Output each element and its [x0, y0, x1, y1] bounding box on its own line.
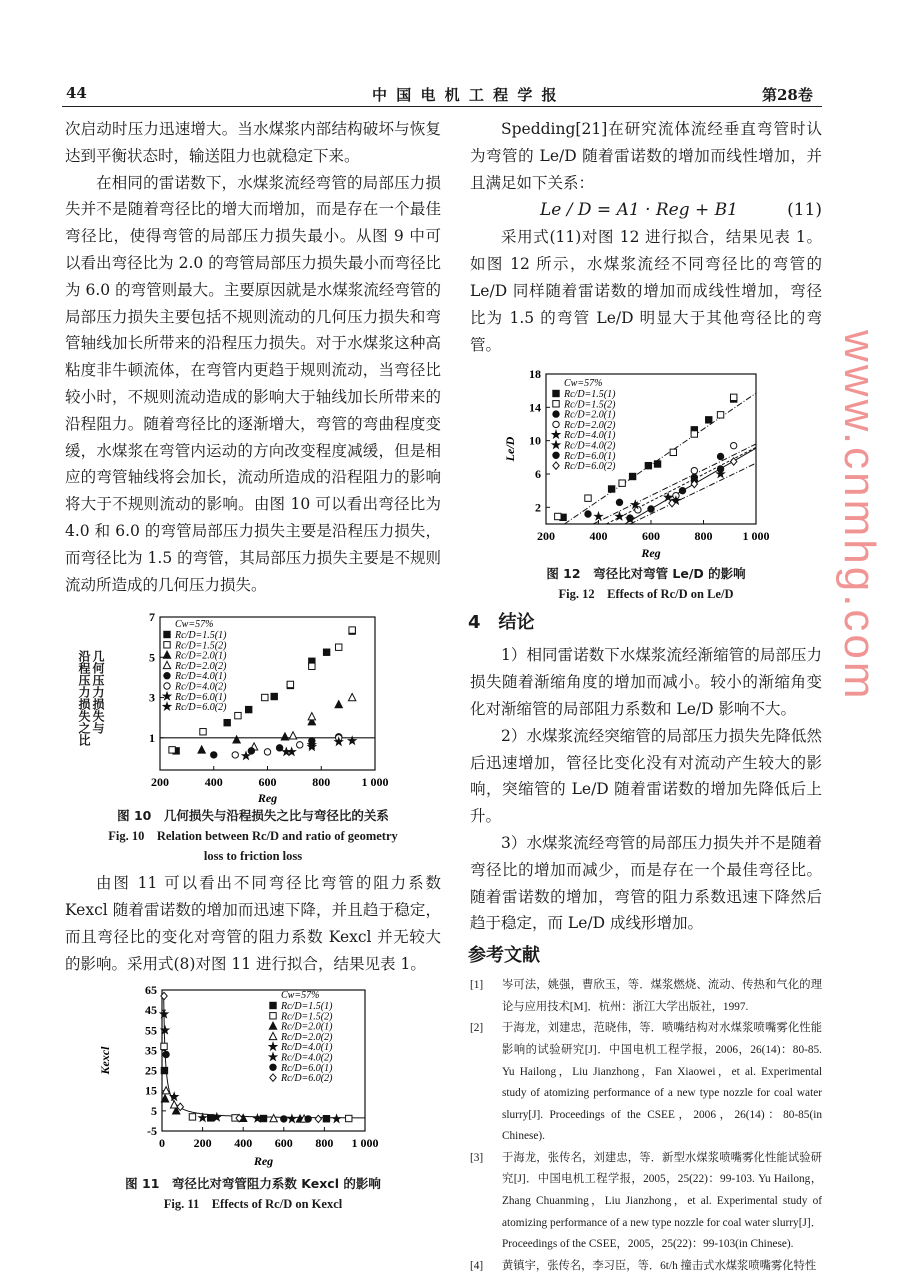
data-point [288, 1114, 296, 1121]
legend-label: Rc/D=4.0(2) [281, 1052, 333, 1064]
legend-label: Rc/D=4.0(2) [564, 440, 616, 452]
reference-item [470, 1148, 822, 1256]
data-point [335, 701, 342, 708]
conclusions [470, 642, 822, 937]
ref-number: [4] [470, 1259, 484, 1272]
data-point [333, 1114, 341, 1121]
data-point [169, 747, 175, 753]
x-tick-label: 600 [258, 775, 277, 790]
ref-text: 于海龙，刘建忠，范晓伟，等．喷嘴结构对水煤浆喷嘴雾化性能影响的试验研究[J]．中国电机工程学报，2006，26(14)：80-85. Yu Hailong，Liu Jianzhong，Fan Xiaowei，et al. Experimental study of atomizing performance of a new type nozzle for coal water slurry[J]. Proceedings of the CSEE，2006，26(14)：80-85(in Chinese). [502, 1022, 822, 1143]
data-point [198, 746, 205, 753]
x-tick-label: 800 [694, 529, 713, 544]
data-point [315, 1115, 321, 1122]
legend-marker [269, 1022, 276, 1029]
ref-number: [3] [470, 1151, 484, 1164]
paragraph: 采用式(11)对图 12 进行拟合，结果见表 1。如图 12 所示，水煤浆流经不同弯径比的弯管的 Le/D 同样随着雷诺数的增加而成线性增加，弯径比为 1.5 的弯管 Le/D 明显大于其他弯径比的弯管。 [470, 228, 822, 354]
data-point [200, 729, 206, 735]
legend-marker [553, 391, 559, 397]
data-point [645, 463, 651, 469]
data-point [262, 695, 268, 701]
equation-11 [540, 196, 822, 224]
ref-number: [2] [470, 1022, 484, 1035]
fig10-y-label-line: 几何压力损失与 [91, 650, 105, 735]
data-point [555, 514, 561, 520]
data-point [309, 663, 315, 669]
equation-text: Le / D = A1 · Reg + B1 [540, 200, 738, 221]
data-point [199, 1113, 207, 1120]
data-point [608, 486, 614, 492]
legend-marker [553, 452, 559, 458]
y-tick-label: 45 [145, 1002, 157, 1017]
fig11-caption-en: Fig. 11 Effects of Rc/D on Kexcl [163, 1196, 343, 1211]
fit-line [625, 449, 756, 525]
legend-label: Rc/D=4.0(1) [281, 1041, 333, 1053]
data-point [348, 694, 355, 701]
data-point [264, 749, 270, 755]
legend-marker [553, 411, 559, 417]
data-point [717, 466, 723, 472]
x-tick-label: 1 000 [351, 1135, 379, 1150]
legend-marker [163, 662, 170, 669]
fig12-caption-en: Fig. 12 Effects of Rc/D on Le/D [558, 587, 734, 602]
y-tick-label: 14 [529, 400, 541, 415]
x-tick-label: 800 [312, 775, 331, 790]
legend-marker [270, 1012, 276, 1018]
legend-marker [164, 673, 170, 679]
conclusion-item: 2）水煤浆流经突缩管的局部压力损失先降低然后迅速增加，管径比变化没有对流动产生较大的影响，突缩管的 Le/D 随着雷诺数的增加先降低后上升。 [470, 726, 822, 826]
data-point [616, 500, 622, 506]
legend-label: Rc/D=2.0(2) [281, 1031, 333, 1043]
data-point [585, 511, 591, 517]
paragraph: 在相同的雷诺数下，水煤浆流经弯管的局部压力损失并不是随着弯径比的增大而增加，而是存在一个最佳弯径比，使得弯管的局部压力损失最小。从图 9 中可以看出弯径比为 2.0 的弯管局部压力损失最小而弯径比为 6.0 的弯管则最大。主要原因就是水煤浆流经弯管的局部压力损失主要包括不规则流动的几何压力损失和弯管轴线加长所带来的沿程压力损失。对于水煤浆这种高粘度非牛顿流体，在弯管内更趋于规则流动，当弯径比较小时，不规则流动造成的影响大于轴线加长所带来的沿程阻力。随着弯径比的逐渐增大，弯管的弯曲程度变缓，水煤浆在弯管内运动的方向改变程度减缓，但是相应的弯管轴线将会加长，流动所造成的沿程阻力的影响将大于不规则流动的影响。由图 10 可以看出弯径比为 4.0 和 6.0 的弯管局部压力损失主要是沿程压力损失，而弯径比为 1.5 的弯管，其局部压力损失主要是不规则流动所造成的几何压力损失。 [65, 173, 441, 594]
legend-label: Rc/D=6.0(1) [564, 451, 616, 463]
data-point [691, 431, 697, 437]
fig12-caption-cn: 图 12 弯径比对弯管 Le/D 的影响 [546, 566, 746, 582]
data-point [210, 1114, 216, 1120]
fig10-caption-en: Fig. 10 Relation between Rc/D and ratio of geometry [108, 829, 398, 844]
references-title: 参考文献 [468, 945, 540, 967]
legend-marker [553, 422, 559, 428]
y-tick-label: 7 [149, 610, 155, 625]
x-tick-label: 200 [193, 1135, 212, 1150]
y-tick-label: -5 [147, 1123, 157, 1138]
paragraph: 由图 11 可以看出不同弯径比弯管的阻力系数 Kexcl 随着雷诺数的增加而迅速下降，并且趋于稳定，而且弯径比的变化对弯管的阻力系数 Kexcl 并无较大的影响。采用式(8)对图 11 进行拟合，结果见表 1。 [65, 874, 441, 973]
legend-marker [270, 1073, 276, 1080]
data-point [232, 752, 238, 758]
data-point [289, 732, 296, 739]
right-text-mid [470, 224, 822, 358]
y-tick-label: 65 [145, 982, 157, 997]
figure-12 [470, 364, 822, 564]
legend-label: Rc/D=2.0(2) [564, 420, 616, 432]
data-point [308, 713, 315, 720]
legend-label: Rc/D=1.5(1) [175, 630, 227, 642]
fig10-caption-en-cont: loss to friction loss [203, 849, 303, 864]
legend-marker [270, 1064, 276, 1070]
data-point [706, 417, 712, 423]
data-point [233, 736, 240, 743]
data-point [629, 474, 635, 480]
data-point [297, 742, 303, 748]
legend-marker [164, 683, 170, 689]
volume: 第28卷 [762, 86, 813, 104]
legend-label: Rc/D=6.0(1) [175, 692, 227, 704]
data-point [691, 468, 697, 474]
watermark: www.cnmhg.com [835, 330, 884, 702]
data-point [664, 494, 672, 501]
data-point [336, 644, 342, 650]
ref-text: 黄镇宇，张传名，李习臣，等．6t/h 撞击式水煤浆喷嘴雾化特性 [502, 1259, 817, 1272]
x-tick-label: 400 [234, 1135, 253, 1150]
legend-label: Rc/D=4.0(1) [175, 671, 227, 683]
plot-frame [162, 990, 365, 1131]
y-tick-label: 6 [535, 467, 541, 482]
left-text-top [65, 116, 441, 598]
equation-number: (11) [787, 200, 822, 221]
data-point [627, 515, 633, 521]
left-text-bottom [65, 870, 441, 977]
y-tick-label: 18 [529, 367, 541, 382]
figure-12-chart [500, 364, 800, 564]
fig10-y-label-line: 沿程压力损失之比 [77, 650, 91, 747]
legend-marker [163, 703, 171, 710]
reference-item [470, 975, 822, 1018]
data-point [619, 480, 625, 486]
legend-label: Rc/D=6.0(2) [175, 702, 227, 714]
legend-label: Rc/D=1.5(2) [281, 1010, 333, 1022]
legend-marker [269, 1042, 277, 1049]
figure-10 [65, 602, 441, 806]
data-point [730, 458, 736, 465]
y-tick-label: 5 [149, 650, 155, 665]
legend-title: Cw=57% [175, 619, 214, 631]
x-tick-label: 600 [274, 1135, 293, 1150]
data-point [648, 506, 654, 512]
right-column [470, 116, 822, 1277]
legend-marker [269, 1032, 276, 1039]
figure-11 [65, 978, 441, 1174]
reference-item [470, 1018, 822, 1148]
data-point [346, 1115, 352, 1121]
legend-label: Rc/D=1.5(2) [175, 640, 227, 652]
legend-marker [163, 693, 171, 700]
legend-title: Cw=57% [281, 989, 320, 1001]
x-tick-label: 0 [159, 1135, 165, 1150]
left-column [65, 116, 441, 1214]
references-list [470, 975, 822, 1277]
data-point [288, 748, 296, 755]
legend-label: Rc/D=6.0(2) [564, 461, 616, 473]
data-point [305, 1115, 311, 1121]
y-tick-label: 3 [149, 690, 155, 705]
data-point [276, 745, 282, 751]
x-tick-label: 1 000 [742, 529, 770, 544]
data-point [287, 682, 293, 688]
figure-10-chart [95, 602, 415, 806]
legend-label: Rc/D=1.5(1) [281, 1000, 333, 1012]
x-tick-label: 200 [537, 529, 555, 544]
legend-label: Rc/D=4.0(2) [175, 681, 227, 693]
figure-11-chart [95, 978, 415, 1174]
paragraph: Spedding[21]在研究流体流经垂直弯管时认为弯管的 Le/D 随着雷诺数的增加而线性增加，并且满足如下关系： [470, 120, 822, 192]
legend-marker [270, 1002, 276, 1008]
legend-marker [164, 632, 170, 638]
data-point [211, 752, 217, 758]
data-point [189, 1113, 195, 1119]
x-axis-label: Reg [253, 1153, 274, 1168]
legend-marker [552, 431, 560, 438]
fig10-caption-cn: 图 10 几何损失与沿程损失之比与弯径比的关系 [117, 808, 389, 824]
legend-label: Rc/D=6.0(2) [281, 1072, 333, 1084]
data-point [670, 450, 676, 456]
fig11-caption-cn: 图 11 弯径比对弯管阻力系数 Kexcl 的影响 [125, 1175, 381, 1191]
legend-marker [269, 1053, 277, 1060]
data-point [679, 488, 685, 494]
y-tick-label: 10 [529, 434, 541, 449]
data-point [323, 649, 329, 655]
x-axis-label: Reg [641, 546, 661, 561]
x-tick-label: 200 [151, 775, 169, 790]
data-point [595, 513, 603, 520]
journal-title: 中 国 电 机 工 程 学 报 [372, 86, 559, 104]
ref-text: 于海龙，张传名，刘建忠，等．新型水煤浆喷嘴雾化性能试验研究[J]．中国电机工程学报，2005，25(22)：99-103. Yu Hailong，Zhang Chuanming，Liu Jianzhong，et al. Experimental study of atomizing performance of a new type nozzle for coal water slurry[J]．Proceedings of the CSEE，2005，25(22)：99-103(in Chinese). [502, 1151, 822, 1251]
y-tick-label: 15 [145, 1083, 157, 1098]
data-point [717, 412, 723, 418]
x-tick-label: 400 [204, 775, 223, 790]
y-axis-label: Kexcl [98, 1046, 112, 1075]
data-point [245, 707, 251, 713]
legend-label: Rc/D=1.5(2) [564, 399, 616, 411]
legend-label: Rc/D=2.0(1) [175, 650, 227, 662]
data-point [730, 395, 736, 401]
legend-title: Cw=57% [564, 378, 603, 390]
y-tick-label: 2 [535, 500, 541, 515]
data-point [349, 627, 355, 633]
fit-curve [164, 993, 365, 1118]
data-point [248, 748, 254, 754]
x-tick-label: 400 [589, 529, 608, 544]
data-point [260, 1115, 266, 1121]
data-point [170, 1092, 178, 1099]
data-point [235, 713, 241, 719]
data-point [224, 720, 230, 726]
data-point [323, 1115, 329, 1121]
reference-item [470, 1256, 822, 1277]
legend-marker [164, 642, 170, 648]
legend-label: Rc/D=6.0(1) [281, 1062, 333, 1074]
paragraph: 次启动时压力迅速增大。当水煤浆内部结构破坏与恢复达到平衡状态时，输送阻力也就稳定下来。 [65, 120, 441, 165]
x-axis-label: Reg [257, 791, 278, 806]
data-point [730, 443, 736, 449]
data-point [281, 733, 288, 740]
y-tick-label: 1 [149, 731, 155, 746]
legend-label: Rc/D=2.0(1) [564, 409, 616, 421]
ref-text: 岑可法，姚强，曹欣玉，等．煤浆燃烧、流动、传热和气化的理论与应用技术[M]．杭州：浙江大学出版社，1997. [502, 979, 822, 1013]
ref-number: [1] [470, 979, 484, 992]
conclusion-item: 3）水煤浆流经弯管的局部压力损失并不是随着弯径比的增加而减少，而是存在一个最佳弯径比。随着雷诺数的增加，弯管的阻力系数迅速下降然后趋于稳定，而 Le/D 成线形增加。 [470, 833, 822, 933]
legend-label: Rc/D=1.5(1) [564, 389, 616, 401]
y-tick-label: 35 [145, 1042, 157, 1057]
data-point [160, 1010, 168, 1017]
conclusion-item: 1）相同雷诺数下水煤浆流经渐缩管的局部压力损失随着渐缩角度的增加而减小。较小的渐缩角变化对渐缩管的局部阻力系数和 Le/D 影响不大。 [470, 646, 822, 718]
data-point [161, 1067, 167, 1073]
data-point [161, 1043, 167, 1049]
section-title-conclusion: 4 结论 [468, 612, 535, 634]
legend-marker [552, 441, 560, 448]
legend-marker [553, 462, 559, 469]
data-point [654, 461, 660, 467]
y-tick-label: 5 [151, 1103, 157, 1118]
data-point [281, 1115, 287, 1121]
data-point [163, 1051, 169, 1057]
legend-label: Rc/D=2.0(2) [175, 661, 227, 673]
legend-label: Rc/D=2.0(1) [281, 1021, 333, 1033]
data-point [271, 694, 277, 700]
header-rule [62, 106, 822, 107]
y-tick-label: 55 [145, 1022, 157, 1037]
right-text-top [470, 116, 822, 196]
x-tick-label: 1 000 [361, 775, 389, 790]
legend-marker [553, 401, 559, 407]
data-point [270, 1114, 277, 1121]
legend-label: Rc/D=4.0(1) [564, 430, 616, 442]
y-tick-label: 25 [145, 1063, 157, 1078]
page-number: 44 [66, 84, 87, 102]
data-point [717, 454, 723, 460]
x-tick-label: 600 [642, 529, 660, 544]
legend-marker [163, 651, 170, 658]
x-tick-label: 800 [315, 1135, 334, 1150]
y-axis-label: Le/D [503, 437, 517, 462]
data-point [585, 495, 591, 501]
